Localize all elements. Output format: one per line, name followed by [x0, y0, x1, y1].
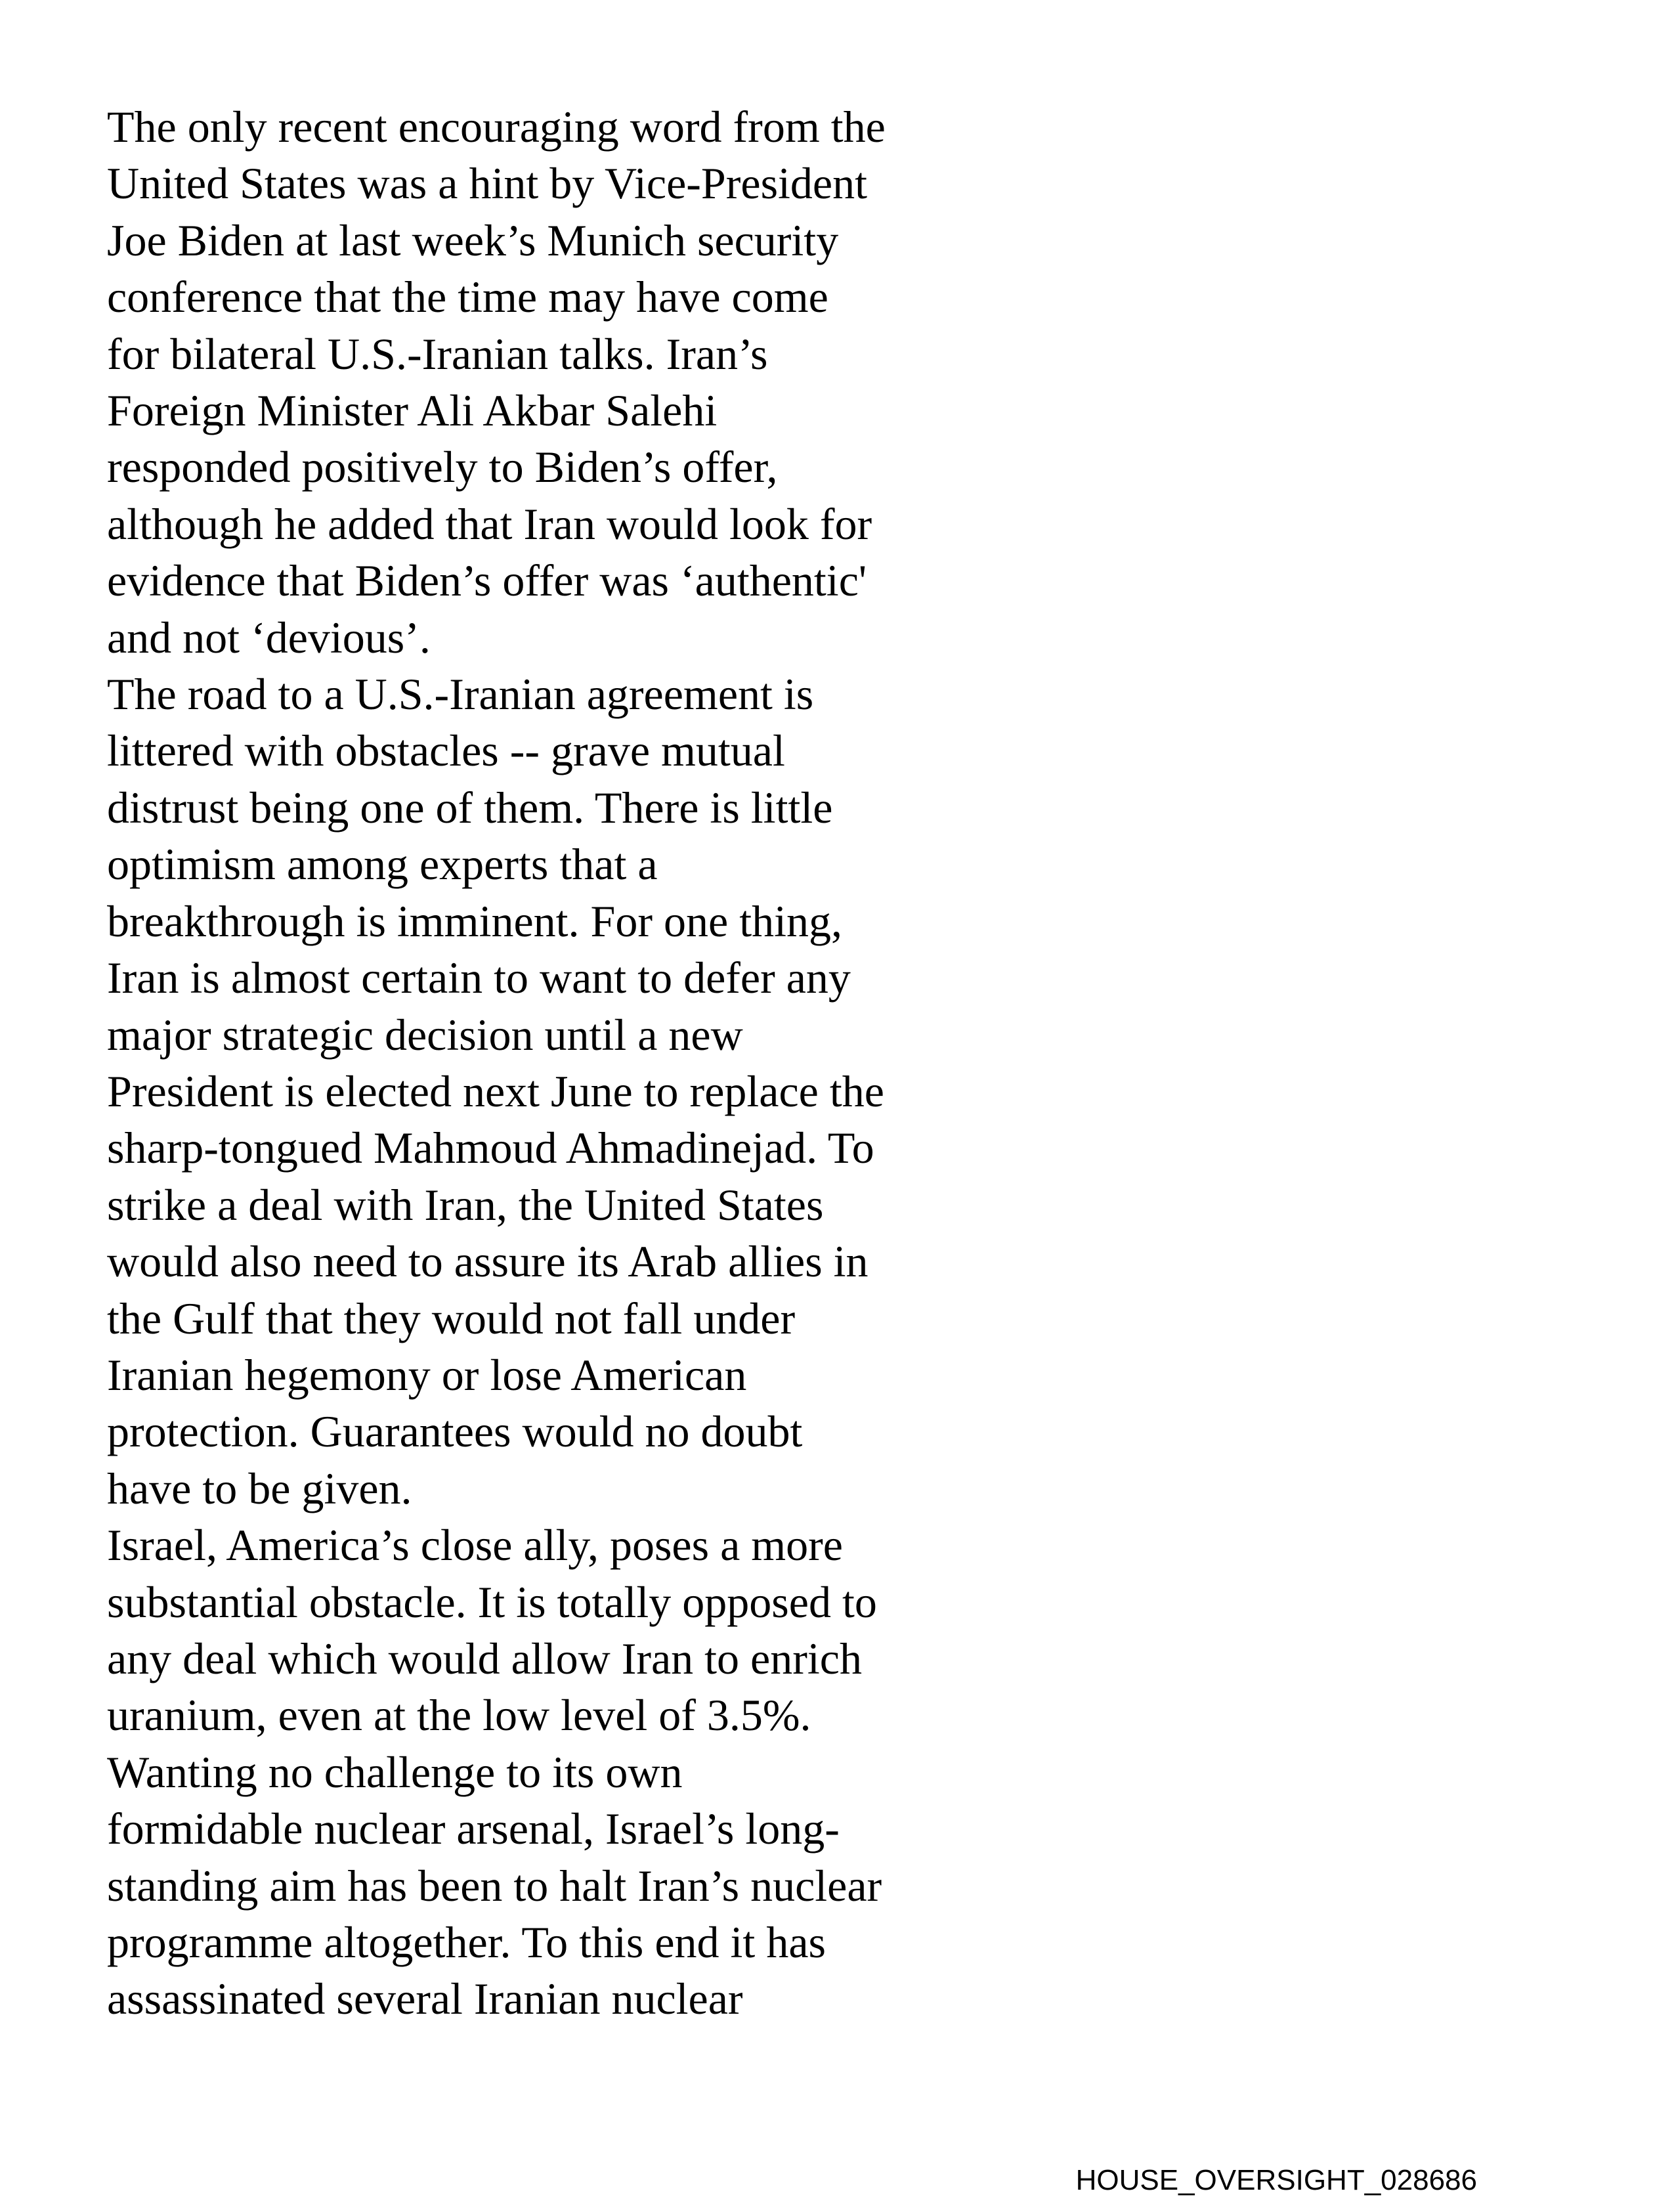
text-line: major strategic decision until a new: [107, 1009, 743, 1060]
text-line: Joe Biden at last week’s Munich security: [107, 215, 839, 265]
text-line: protection. Guarantees would no doubt: [107, 1406, 803, 1457]
paragraph: [107, 1517, 1026, 2028]
text-line: programme altogether. To this end it has: [107, 1917, 826, 1967]
text-line: sharp-tongued Mahmoud Ahmadinejad. To: [107, 1123, 874, 1173]
text-line: assassinated several Iranian nuclear: [107, 1974, 743, 2024]
text-line: uranium, even at the low level of 3.5%.: [107, 1690, 811, 1741]
text-line: distrust being one of them. There is little: [107, 782, 833, 833]
text-line: any deal which would allow Iran to enrich: [107, 1633, 862, 1683]
text-line: Foreign Minister Ali Akbar Salehi: [107, 385, 718, 436]
text-line: The road to a U.S.-Iranian agreement is: [107, 669, 814, 720]
text-line: Iran is almost certain to want to defer any: [107, 953, 851, 1003]
text-line: the Gulf that they would not fall under: [107, 1293, 796, 1343]
text-line: littered with obstacles -- grave mutual: [107, 726, 785, 776]
text-line: United States was a hint by Vice-President: [107, 158, 867, 209]
text-line: Iranian hegemony or lose American: [107, 1349, 747, 1400]
text-line: evidence that Biden’s offer was ‘authentic': [107, 555, 867, 606]
text-line: Israel, America’s close ally, poses a more: [107, 1520, 843, 1571]
paragraph: [107, 666, 1026, 1517]
text-line: substantial obstacle. It is totally opposed to: [107, 1576, 877, 1627]
text-line: Wanting no challenge to its own: [107, 1746, 683, 1797]
text-line: would also need to assure its Arab allies in: [107, 1236, 869, 1287]
text-line: The only recent encouraging word from the: [107, 102, 886, 152]
text-line: formidable nuclear arsenal, Israel’s long-: [107, 1804, 840, 1854]
text-line: standing aim has been to halt Iran’s nuclear: [107, 1860, 882, 1911]
text-line: and not ‘devious’.: [107, 612, 431, 662]
text-line: optimism among experts that a: [107, 839, 658, 890]
text-line: strike a deal with Iran, the United States: [107, 1179, 824, 1230]
text-line: for bilateral U.S.-Iranian talks. Iran’s: [107, 328, 768, 379]
bates-number: HOUSE_OVERSIGHT_028686: [1075, 2164, 1477, 2196]
text-line: conference that the time may have come: [107, 272, 828, 322]
text-line: responded positively to Biden’s offer,: [107, 442, 778, 492]
document-text: [107, 98, 1026, 2028]
paragraph: [107, 98, 1026, 666]
text-line: have to be given.: [107, 1463, 412, 1513]
text-line: breakthrough is imminent. For one thing,: [107, 896, 842, 946]
text-line: although he added that Iran would look for: [107, 498, 872, 549]
text-line: President is elected next June to replace the: [107, 1066, 884, 1116]
